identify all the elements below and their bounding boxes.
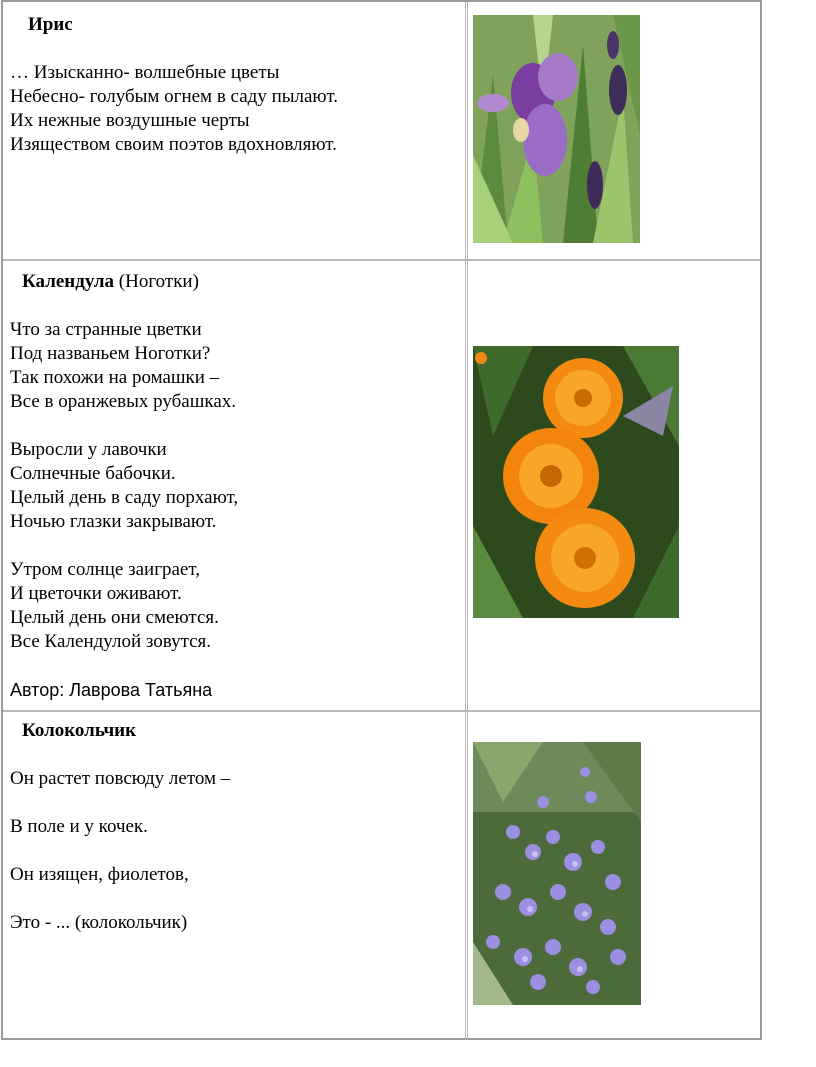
bellflower-photo bbox=[473, 742, 641, 1005]
poems-table bbox=[1, 0, 762, 1040]
calendula-flower-photo bbox=[473, 346, 679, 618]
poem-line: Все в оранжевых рубашках. bbox=[10, 391, 236, 412]
column-divider bbox=[465, 261, 468, 710]
poem-line: Солнечные бабочки. bbox=[10, 463, 176, 484]
poem-line: Утром солнце заиграет, bbox=[10, 559, 200, 580]
poem-line: Их нежные воздушные черты bbox=[10, 110, 250, 131]
poem-line: И цветочки оживают. bbox=[10, 583, 182, 604]
poem-line: Изяществом своим поэтов вдохновляют. bbox=[10, 134, 337, 155]
poem-title-calendula: Календула bbox=[22, 271, 115, 292]
poem-line: В поле и у кочек. bbox=[10, 816, 148, 837]
column-divider bbox=[465, 712, 468, 1040]
poem-line: Небесно- голубым огнем в саду пылают. bbox=[10, 86, 338, 107]
column-divider bbox=[465, 2, 468, 259]
text-cell-iris bbox=[10, 13, 460, 157]
poem-line: Так похожи на ромашки – bbox=[10, 367, 220, 388]
poem-title-iris: Ирис bbox=[28, 14, 73, 35]
poem-line: Это - ... (колокольчик) bbox=[10, 912, 188, 933]
text-cell-bellflower bbox=[10, 719, 460, 935]
poem-author: Автор: Лаврова Татьяна bbox=[10, 680, 213, 700]
poem-subtitle-calendula: (Ноготки) bbox=[118, 271, 199, 292]
table-row-bellflower bbox=[3, 712, 760, 1040]
poem-line: Все Календулой зовутся. bbox=[10, 631, 212, 652]
table-row-iris bbox=[3, 2, 760, 261]
poem-line: … Изысканно- волшебные цветы bbox=[10, 62, 280, 83]
poem-line: Ночью глазки закрывают. bbox=[10, 511, 217, 532]
poem-line: Целый день в саду порхают, bbox=[10, 487, 239, 508]
iris-flower-photo bbox=[473, 15, 640, 243]
poem-line: Что за странные цветки bbox=[10, 319, 202, 340]
poem-line: Целый день они смеются. bbox=[10, 607, 219, 628]
text-cell-calendula bbox=[10, 270, 460, 702]
poem-line: Он изящен, фиолетов, bbox=[10, 864, 189, 885]
poem-title-bellflower: Колокольчик bbox=[22, 720, 137, 741]
table-row-calendula bbox=[3, 261, 760, 712]
poem-line: Выросли у лавочки bbox=[10, 439, 167, 460]
poem-line: Он растет повсюду летом – bbox=[10, 768, 231, 789]
poem-line: Под названьем Ноготки? bbox=[10, 343, 211, 364]
